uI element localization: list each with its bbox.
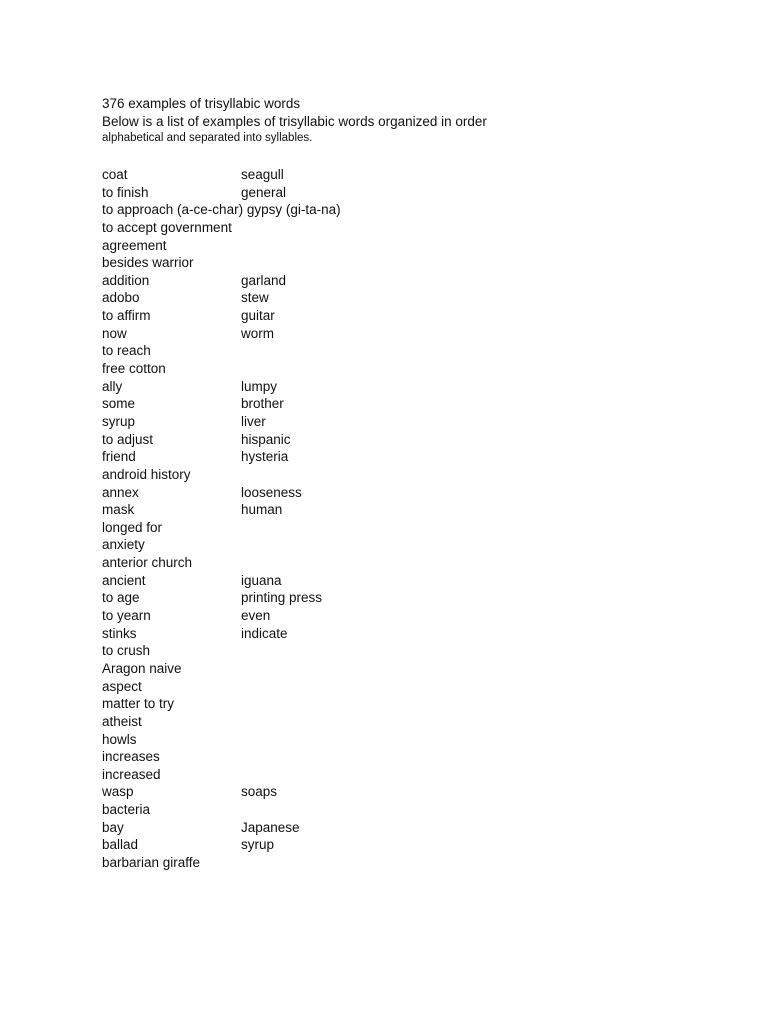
word-row xyxy=(102,360,702,378)
word-row xyxy=(102,589,702,607)
word-row xyxy=(102,466,702,484)
word-left: agreement xyxy=(102,237,167,253)
word-right: guitar xyxy=(241,308,275,324)
word-row xyxy=(102,272,702,290)
word-row xyxy=(102,448,702,466)
word-row xyxy=(102,748,702,766)
word-row xyxy=(102,678,702,696)
word-left: annex xyxy=(102,484,139,500)
word-left: syrup xyxy=(102,413,136,429)
word-row xyxy=(102,554,702,572)
word-left: stinks xyxy=(102,625,137,641)
word-left: howls xyxy=(102,731,137,747)
document-page xyxy=(102,95,702,872)
word-left: adobo xyxy=(102,290,140,306)
word-row xyxy=(102,819,702,837)
word-left: aspect xyxy=(102,678,142,694)
word-row xyxy=(102,625,702,643)
word-row xyxy=(102,184,702,202)
word-right: human xyxy=(241,502,283,518)
word-right: hysteria xyxy=(241,449,289,465)
word-left: increased xyxy=(102,766,161,782)
word-left: to accept government xyxy=(102,219,232,235)
word-left: free cotton xyxy=(102,361,166,377)
word-row xyxy=(102,219,702,237)
word-row xyxy=(102,237,702,255)
word-left: matter to try xyxy=(102,696,175,712)
word-left: to adjust xyxy=(102,431,154,447)
word-right: general xyxy=(241,184,287,200)
word-right: soaps xyxy=(241,784,278,800)
word-row xyxy=(102,836,702,854)
word-right: hispanic xyxy=(241,431,291,447)
word-left: anterior church xyxy=(102,555,193,571)
word-right: even xyxy=(241,608,271,624)
word-row xyxy=(102,378,702,396)
word-row xyxy=(102,713,702,731)
word-left: to finish xyxy=(102,184,149,200)
word-left: to age xyxy=(102,590,140,606)
word-row xyxy=(102,854,702,872)
word-row xyxy=(102,766,702,784)
word-left: bay xyxy=(102,819,124,835)
word-row xyxy=(102,660,702,678)
word-row xyxy=(102,395,702,413)
word-right: garland xyxy=(241,272,287,288)
word-row xyxy=(102,254,702,272)
document-subtitle-small: alphabetical and separated into syllables. xyxy=(102,132,313,144)
document-subtitle: Below is a list of examples of trisyllabic words organized in order xyxy=(102,113,487,129)
word-list xyxy=(102,166,702,872)
word-left: now xyxy=(102,325,127,341)
word-right: stew xyxy=(241,290,269,306)
word-left: bacteria xyxy=(102,802,151,818)
word-left: Aragon naive xyxy=(102,660,182,676)
word-left: addition xyxy=(102,272,150,288)
word-right: syrup xyxy=(241,837,275,853)
word-left: atheist xyxy=(102,713,142,729)
word-row xyxy=(102,307,702,325)
word-left: to crush xyxy=(102,643,151,659)
word-left: increases xyxy=(102,749,160,765)
word-row xyxy=(102,801,702,819)
word-left: longed for xyxy=(102,519,163,535)
word-right: seagull xyxy=(241,167,284,182)
word-left: coat xyxy=(102,167,128,182)
word-row xyxy=(102,572,702,590)
word-right: looseness xyxy=(241,484,302,500)
word-left: wasp xyxy=(102,784,134,800)
word-left: to approach (a-ce-char) gypsy (gi-ta-na) xyxy=(102,202,341,218)
word-row xyxy=(102,783,702,801)
word-row xyxy=(102,325,702,343)
word-row xyxy=(102,536,702,554)
word-row xyxy=(102,166,702,184)
word-right: brother xyxy=(241,396,284,412)
word-left: mask xyxy=(102,502,135,518)
word-row xyxy=(102,695,702,713)
word-left: besides warrior xyxy=(102,255,194,271)
word-left: to yearn xyxy=(102,608,151,624)
word-row xyxy=(102,501,702,519)
word-right: indicate xyxy=(241,625,288,641)
word-left: android history xyxy=(102,466,191,482)
word-left: to affirm xyxy=(102,308,151,324)
word-right: lumpy xyxy=(241,378,278,394)
word-row xyxy=(102,484,702,502)
document-title: 376 examples of trisyllabic words xyxy=(102,96,301,111)
word-row xyxy=(102,519,702,537)
word-left: friend xyxy=(102,449,136,465)
word-left: ally xyxy=(102,378,123,394)
word-row xyxy=(102,607,702,625)
word-right: worm xyxy=(241,325,274,341)
word-row xyxy=(102,413,702,431)
word-left: ancient xyxy=(102,572,146,588)
word-row xyxy=(102,731,702,749)
word-left: to reach xyxy=(102,343,151,359)
word-right: Japanese xyxy=(241,819,300,835)
word-right: printing press xyxy=(241,590,323,606)
word-row xyxy=(102,642,702,660)
word-left: barbarian giraffe xyxy=(102,854,201,870)
word-right: iguana xyxy=(241,572,282,588)
word-row xyxy=(102,342,702,360)
word-row xyxy=(102,289,702,307)
word-left: ballad xyxy=(102,837,139,853)
word-row xyxy=(102,201,702,219)
word-left: some xyxy=(102,396,136,412)
word-left: anxiety xyxy=(102,537,145,553)
word-row xyxy=(102,431,702,449)
word-right: liver xyxy=(241,413,266,429)
